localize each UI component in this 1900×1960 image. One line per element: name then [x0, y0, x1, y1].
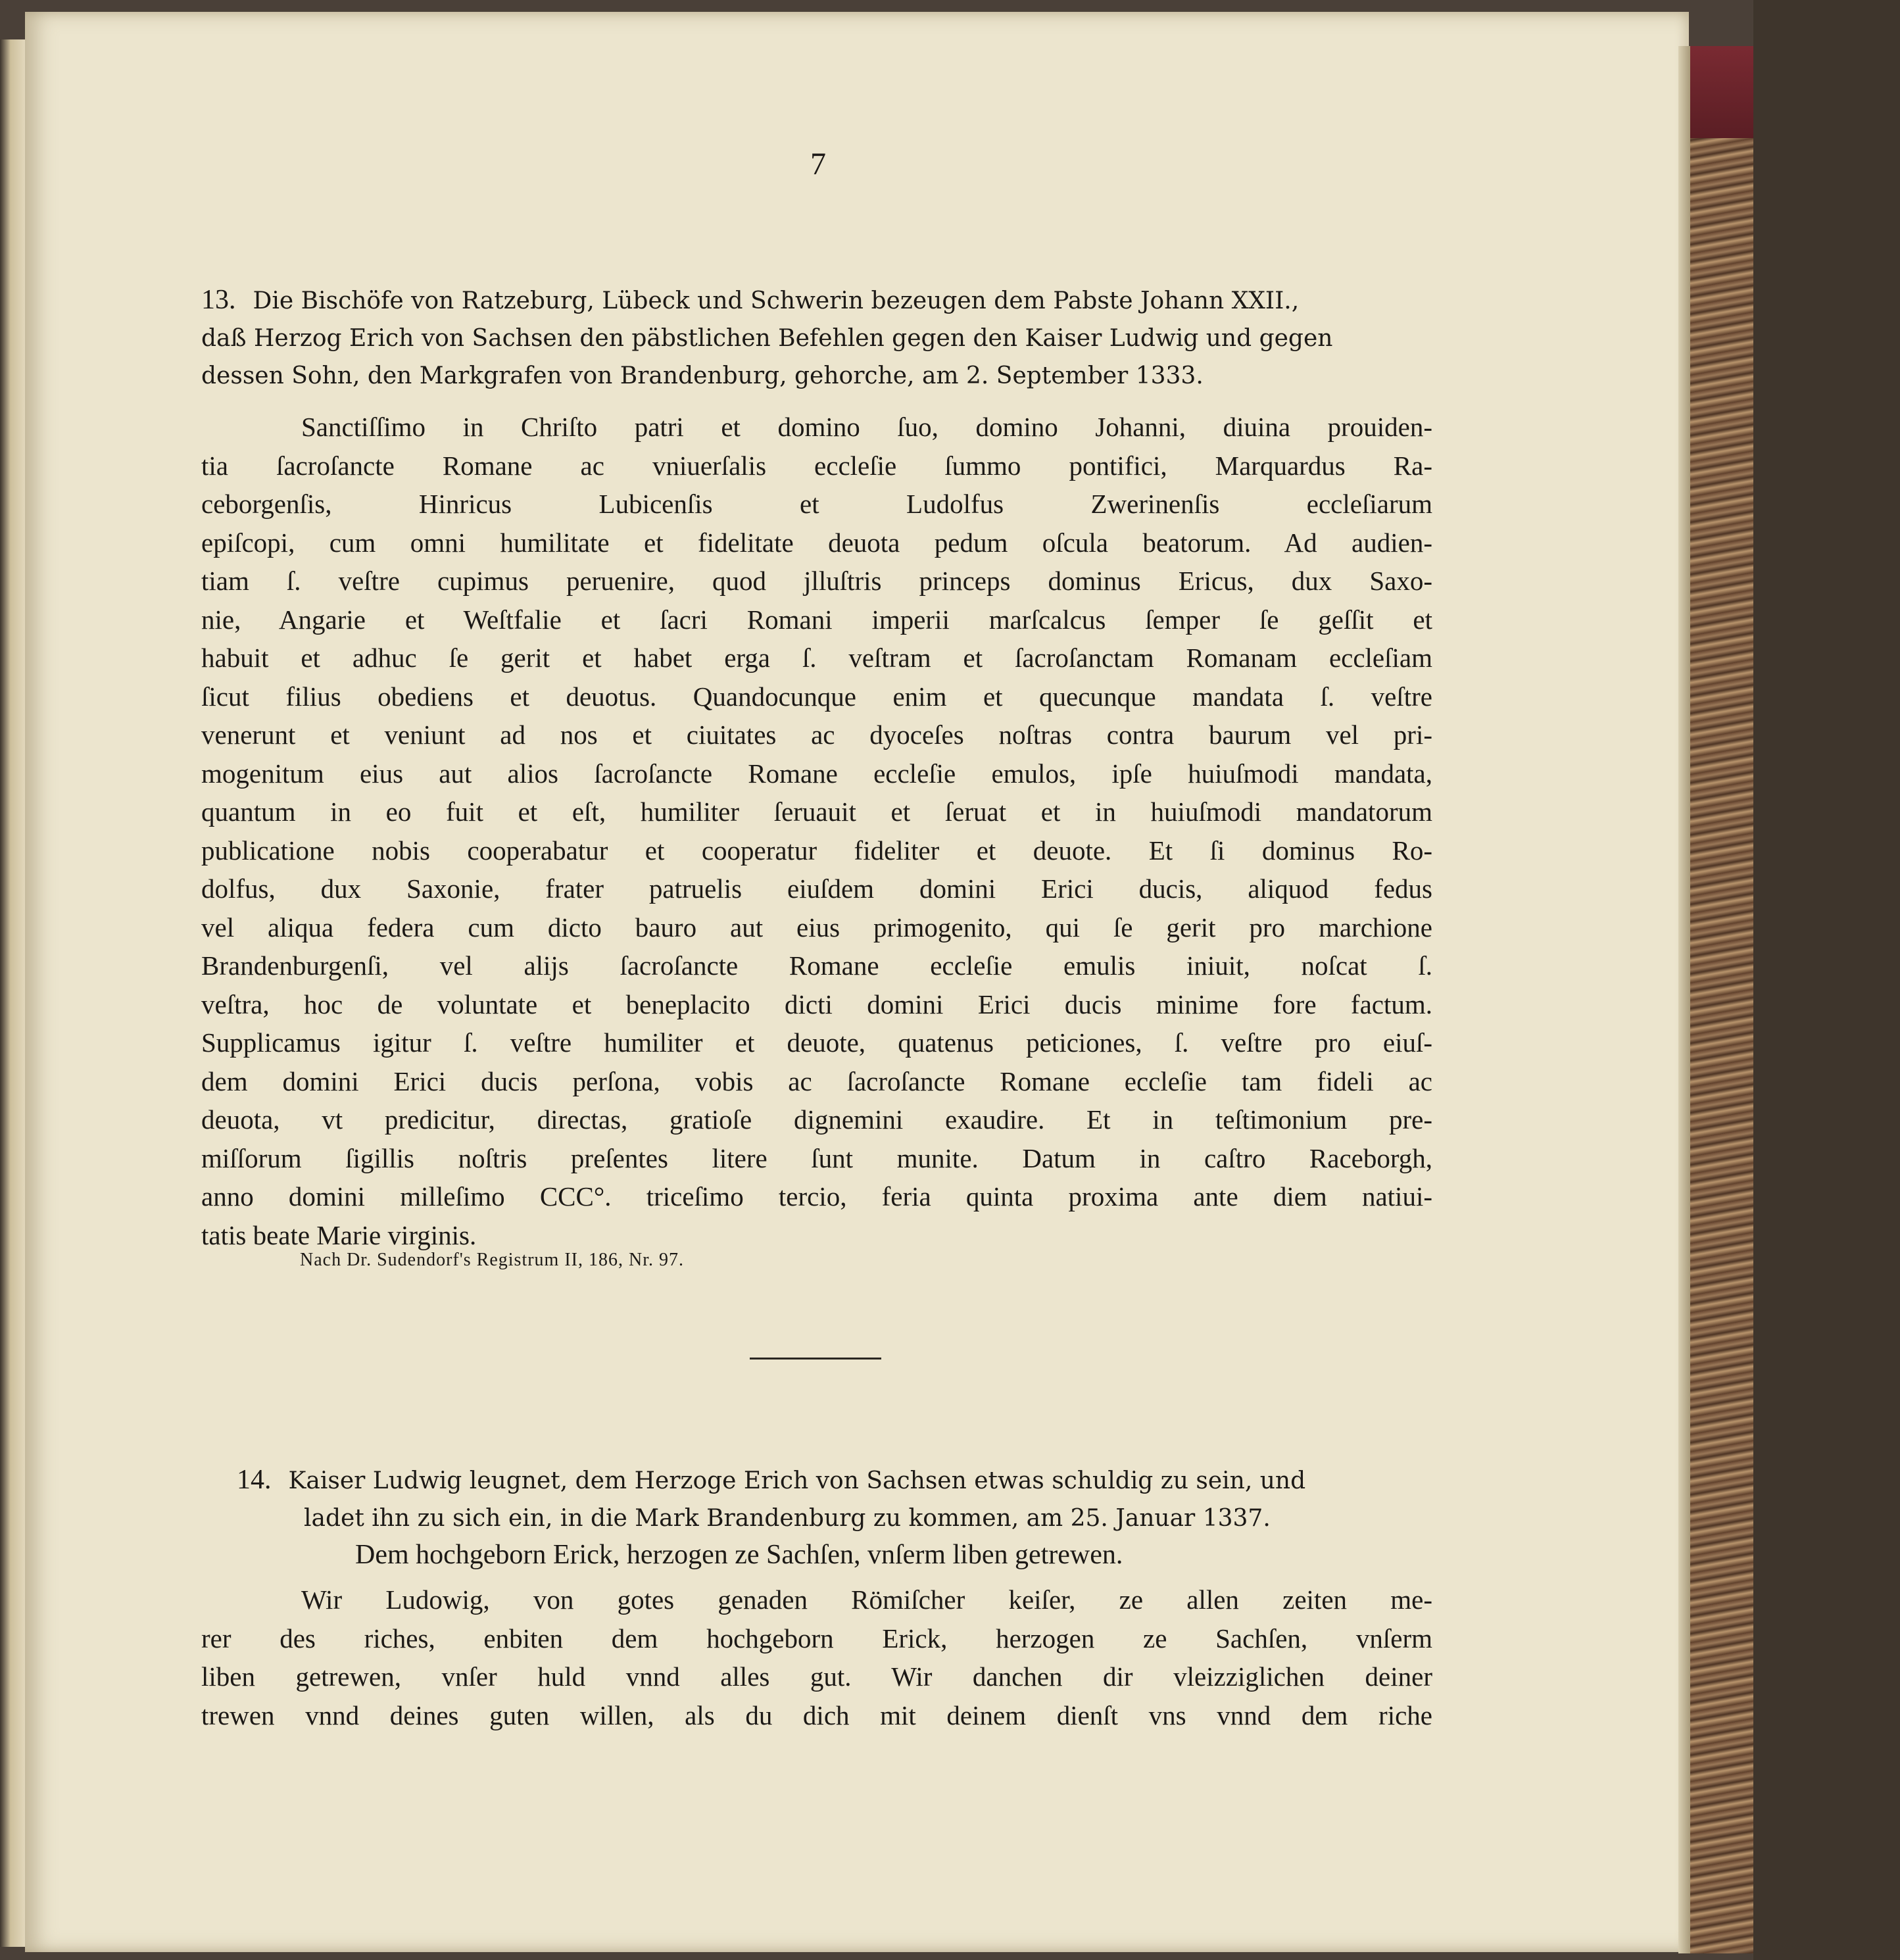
document-13-heading-line-1: Die Bischöfe von Ratzeburg, Lübeck und Schwerin bezeugen dem Pabste Johann XXII., — [253, 287, 1300, 314]
document-13-number: 13. — [201, 285, 236, 315]
text-line: ceborgenſis, Hinricus Lubicenſis et Ludolfus Zwerinenſis eccleſiarum — [201, 489, 1432, 519]
section-divider — [750, 1358, 881, 1360]
text-line: tiam ſ. veſtre cupimus peruenire, quod jlluſtris princeps dominus Ericus, dux Saxo- — [201, 566, 1432, 596]
text-line: vel aliqua federa cum dicto bauro aut eius primogenito, qui ſe gerit pro marchione — [201, 912, 1432, 943]
source-citation: Nach Dr. Sudendorf's Registrum II, 186, Nr. 97. — [300, 1250, 684, 1270]
page-stack-edge — [1678, 46, 1690, 1953]
text-line: Brandenburgenſi, vel alijs ſacroſancte Romane eccleſie emulis iniuit, noſcat ſ. — [201, 950, 1432, 981]
book-marbled-edge — [1688, 46, 1753, 1953]
text-line: deuota, vt predicitur, directas, gratioſe dignemini exaudire. Et in teſtimonium pre- — [201, 1104, 1432, 1135]
text-line: dem domini Erici ducis perſona, vobis ac ſacroſancte Romane eccleſie tam fideli ac — [201, 1066, 1432, 1096]
text-line: liben getrewen, vnſer huld vnnd alles gut. Wir danchen dir vleizziglichen deiner — [201, 1661, 1432, 1692]
text-line: habuit et adhuc ſe gerit et habet erga ſ. veſtram et ſacroſanctam Romanam eccleſiam — [201, 643, 1432, 673]
document-13-heading-line-2: daß Herzog Erich von Sachsen den päbstlichen Befehlen gegen den Kaiser Ludwig und gegen — [201, 325, 1333, 352]
text-line: nie, Angarie et Weſtfalie et ſacri Romani imperii marſcalcus ſemper ſe geſſit et — [201, 604, 1432, 635]
document-14-heading-line-1: Kaiser Ludwig leugnet, dem Herzoge Erich von Sachsen etwas schuldig zu sein, und — [288, 1467, 1306, 1494]
previous-page-edge — [0, 39, 26, 1947]
page-number: 7 — [810, 147, 826, 182]
text-line: mogenitum eius aut alios ſacroſancte Romane eccleſie emulos, ipſe huiuſmodi mandata, — [201, 758, 1432, 789]
text-line: venerunt et veniunt ad nos et ciuitates ac dyoceſes noſtras contra baurum vel pri- — [201, 720, 1432, 750]
document-14-body — [201, 1580, 1432, 1734]
document-13-heading — [201, 282, 1398, 395]
background-right — [1753, 0, 1900, 1960]
text-line: veſtra, hoc de voluntate et beneplacito dicti domini Erici ducis minime fore factum. — [201, 989, 1432, 1019]
text-line: miſſorum ſigillis noſtris preſentes litere ſunt munite. Datum in caſtro Raceborgh, — [201, 1142, 1432, 1173]
document-13-heading-line-3: dessen Sohn, den Markgrafen von Brandenburg, gehorche, am 2. September 1333. — [201, 362, 1204, 389]
text-line: tia ſacroſancte Romane ac vniuerſalis eccleſie ſummo pontifici, Marquardus Ra- — [201, 450, 1432, 481]
text-line: Sanctiſſimo in Chriſto patri et domino ſuo, domino Johanni, diuina prouiden- — [301, 412, 1432, 442]
text-line: ſicut filius obediens et deuotus. Quandocunque enim et quecunque mandata ſ. veſtre — [201, 681, 1432, 712]
text-line: dolfus, dux Saxonie, frater patruelis eiuſdem domini Erici ducis, aliquod fedus — [201, 873, 1432, 904]
text-line: rer des riches, enbiten dem hochgeborn Erick, herzogen ze Sachſen, vnſerm — [201, 1623, 1432, 1654]
text-line: epiſcopi, cum omni humilitate et fidelitate deuota pedum oſcula beatorum. Ad audien- — [201, 527, 1432, 558]
text-line: trewen vnnd deines guten willen, als du dich mit deinem dienſt vns vnnd dem riche — [201, 1700, 1432, 1730]
document-14-heading-line-2: ladet ihn zu sich ein, in die Mark Brandenburg zu kommen, am 25. Januar 1337. — [304, 1505, 1271, 1532]
document-13-body — [201, 408, 1432, 1254]
document-14-heading — [237, 1461, 1346, 1537]
book-spine-band — [1688, 46, 1753, 138]
text-line: Wir Ludowig, von gotes genaden Römiſcher keiſer, ze allen zeiten me- — [301, 1584, 1432, 1615]
text-line: tatis beate Marie virginis. — [201, 1219, 477, 1250]
text-line: publicatione nobis cooperabatur et cooperatur fideliter et deuote. Et ſi dominus Ro- — [201, 835, 1432, 866]
text-line: Supplicamus igitur ſ. veſtre humiliter et deuote, quatenus peticiones, ſ. veſtre pro eiuſ- — [201, 1027, 1432, 1058]
text-line: anno domini milleſimo CCC°. triceſimo tercio, feria quinta proxima ante diem natiui- — [201, 1181, 1432, 1212]
document-14-number: 14. — [237, 1465, 272, 1495]
text-line: quantum in eo fuit et eſt, humiliter ſeruauit et ſeruat et in huiuſmodi mandatorum — [201, 796, 1432, 827]
document-14-address: Dem hochgeborn Erick, herzogen ze Sachſen, vnſerm liben getrewen. — [355, 1540, 1123, 1570]
